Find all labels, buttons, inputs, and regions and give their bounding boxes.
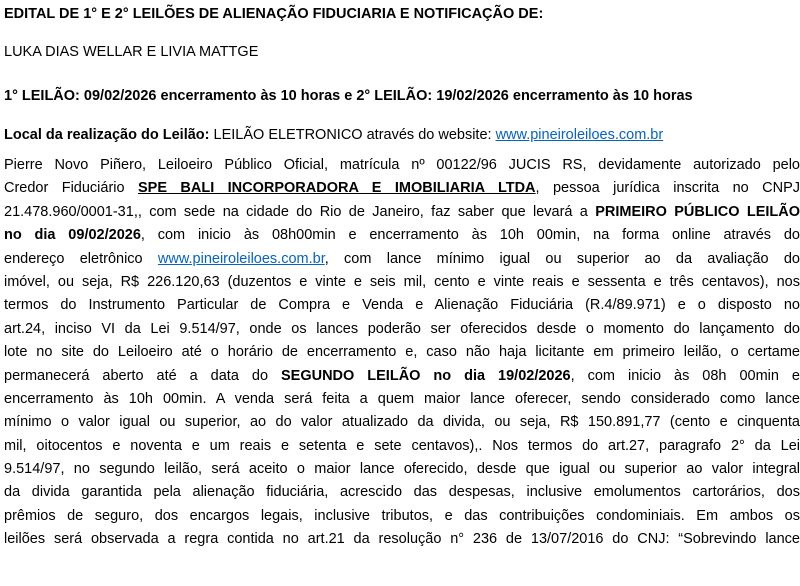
- body-line: lote no site do Leiloeiro até o horário de encerramento e, caso não haja licitante em primeiro leilão, o certame: [4, 344, 800, 361]
- auction-dates: 1° LEILÃO: 09/02/2026 encerramento às 10 horas e 2° LEILÃO: 19/02/2026 encerramento às 10 horas: [4, 88, 693, 104]
- notice-body: [4, 154, 800, 552]
- body-line: [4, 177, 800, 200]
- body-line: Pierre Novo Piñero, Leiloeiro Público Oficial, matrícula nº 00122/96 JUCIS RS, devidamente autorizado pelo: [4, 157, 800, 173]
- body-line: da divida garantida pela alienação fiduciária, acrescido das despesas, inclusive emolumentos cartorários, dos: [4, 484, 800, 501]
- address-prefix: endereço eletrônico: [4, 250, 158, 267]
- auction-location: [4, 126, 663, 144]
- creditor-name: SPE BALI INCORPORADORA E IMOBILIARIA LTDA: [137, 180, 536, 197]
- body-line: leilões será observada a regra contida no art.21 da resolução n° 236 de 13/07/2016 do CNJ: “Sobrevindo lance: [4, 531, 800, 548]
- body-line: [4, 248, 800, 271]
- creditor-suffix: , pessoa jurídica inscrita no CNPJ: [535, 180, 800, 197]
- body-line: prêmios de seguro, dos encargos legais, inclusive tributos, e das contribuições condominiais. Em ambos os: [4, 507, 800, 524]
- body-line: [4, 201, 800, 224]
- body-line: mínimo o valor igual ou superior, ao do valor atualizado da divida, ou seja, R$ 150.891,77 (cento e cinquenta: [4, 414, 800, 431]
- body-line: imóvel, ou seja, R$ 226.120,63 (duzentos e vinte e seis mil, cento e vinte reais e sessenta e três centavos), nos: [4, 273, 800, 290]
- first-auction-label: PRIMEIRO PÚBLICO LEILÃO: [595, 203, 800, 220]
- website-link[interactable]: www.pineiroleiloes.com.br: [495, 127, 664, 143]
- cnpj-text: 21.478.960/0001-31,, com sede na cidade do Rio de Janeiro, faz saber que levará a: [4, 203, 596, 220]
- second-auction-times: , com inicio às 08h 00min e: [570, 367, 800, 384]
- body-line: mil, oitocentos e noventa e um reais e setenta e sete centavos),. Nos termos do art.27, paragrafo 2° da Lei: [4, 437, 800, 454]
- first-auction-date: no dia 09/02/2026: [4, 227, 141, 244]
- body-line: termos do Instrumento Particular de Compra e Venda e Alienação Fiduciária (R.4/89.971) e o disposto no: [4, 297, 800, 314]
- body-line: [4, 365, 800, 388]
- body-line: 9.514/97, no segundo leilão, será aceito o maior lance oferecido, desde que igual ou superior ao valor integral: [4, 461, 800, 478]
- edital-title: EDITAL DE 1° E 2° LEILÕES DE ALIENAÇÃO FIDUCIARIA E NOTIFICAÇÃO DE:: [4, 6, 544, 22]
- creditor-prefix: Credor Fiduciário: [4, 180, 138, 197]
- body-line: art.24, inciso VI da Lei 9.514/97, onde os lances poderão ser oferecidos desde o momento do lançamento do: [4, 320, 800, 337]
- second-auction-prefix: permanecerá aberto até a data do: [4, 367, 281, 384]
- body-website-link[interactable]: www.pineiroleiloes.com.br: [157, 250, 325, 267]
- first-auction-times: , com inicio às 08h00min e encerramento às 10h 00min, na forma online através do: [140, 227, 800, 244]
- location-label: Local da realização do Leilão:: [4, 127, 210, 143]
- body-line: encerramento às 10h 00min. A venda será feita a quem maior lance oferecer, sendo considerado como lance: [4, 390, 800, 407]
- notified-names: LUKA DIAS WELLAR E LIVIA MATTGE: [4, 44, 259, 60]
- location-text: LEILÃO ELETRONICO através do website:: [209, 127, 496, 143]
- min-bid-text: , com lance mínimo igual ou superior ao da avaliação do: [324, 250, 800, 267]
- body-line: [4, 224, 800, 247]
- second-auction-label: SEGUNDO LEILÃO no dia 19/02/2026: [280, 367, 571, 384]
